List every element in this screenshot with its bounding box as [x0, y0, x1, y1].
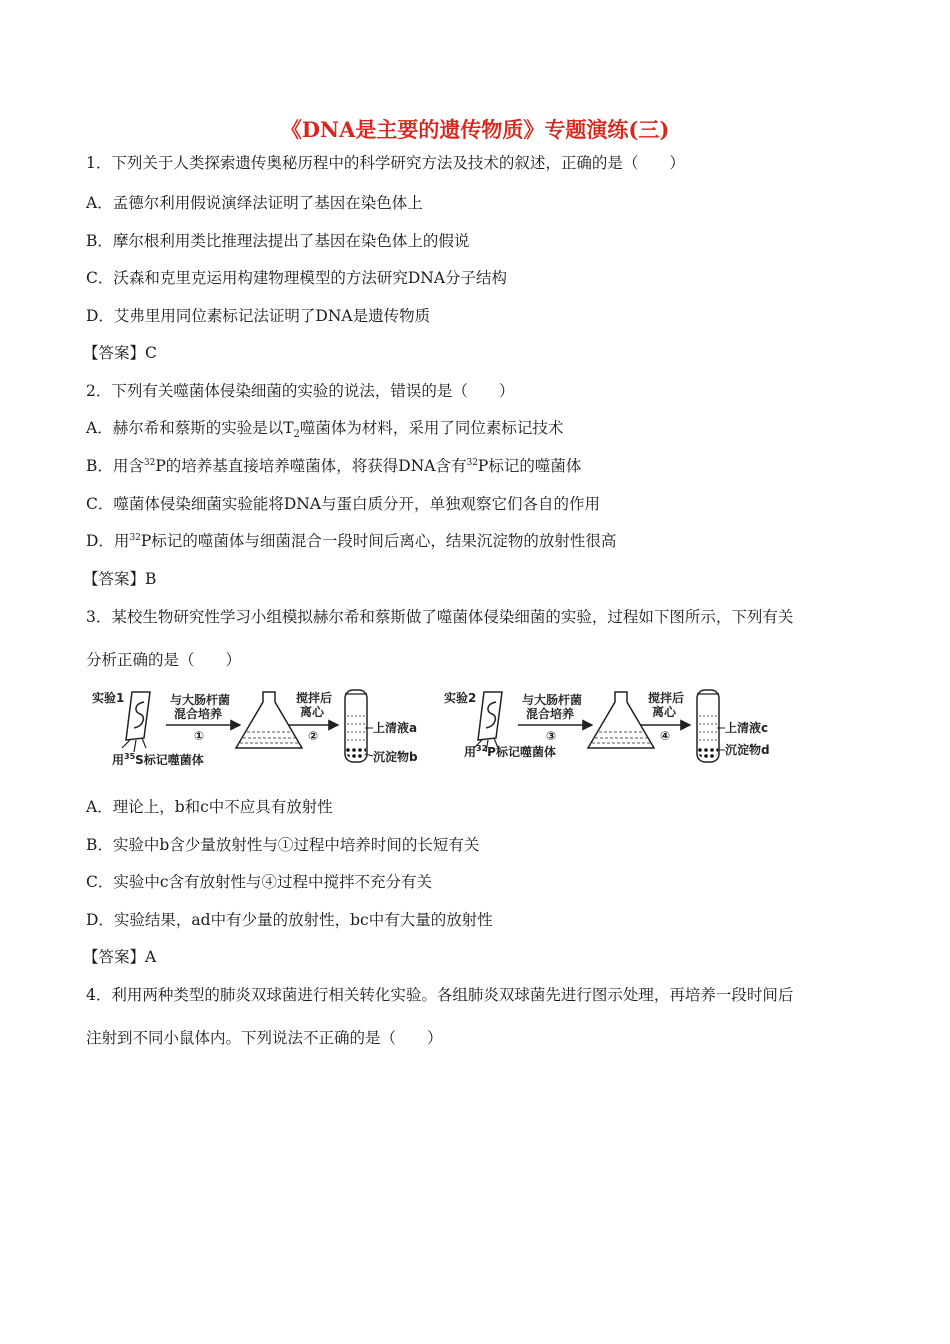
exp2-supernatant-label: 上清液c	[725, 721, 769, 735]
q3-option-d: D．实验结果，ad中有少量的放射性，bc中有大量的放射性	[86, 911, 493, 929]
exp1-pellet-label: 沉淀物b	[373, 750, 418, 764]
test-tube-icon	[345, 690, 367, 762]
q2-answer	[83, 567, 156, 589]
flask-icon	[236, 692, 302, 748]
flask-icon	[588, 692, 654, 748]
q3-stem-line2: 分析正确的是（ ）	[86, 651, 242, 669]
q2-stem: 2．下列有关噬菌体侵染细菌的实验的说法，错误的是（ ）	[86, 382, 515, 400]
q1-option-b: B．摩尔根利用类比推理法提出了基因在染色体上的假说	[86, 232, 470, 250]
answer-value: B	[145, 570, 157, 588]
phage-icon	[474, 692, 502, 752]
answer-label: 【答案】	[83, 570, 146, 588]
exp2-step2: ④	[660, 729, 671, 743]
exp1-arrow1-label2: 混合培养	[174, 707, 223, 721]
exp1-arrow2-label2: 离心	[300, 705, 325, 719]
q3-option-a: A．理论上，b和c中不应具有放射性	[86, 798, 333, 816]
answer-value: C	[145, 344, 157, 362]
q1-option-a: A．孟德尔利用假说演绎法证明了基因在染色体上	[86, 194, 423, 212]
q1-option-d: D．艾弗里用同位素标记法证明了DNA是遗传物质	[86, 307, 431, 325]
q4-stem-line1: 4．利用两种类型的肺炎双球菌进行相关转化实验。各组肺炎双球菌先进行图示处理，再培养一段时间后	[86, 986, 794, 1004]
exp1-supernatant-label: 上清液a	[373, 721, 418, 735]
q2-option-c: C．噬菌体侵染细菌实验能将DNA与蛋白质分开，单独观察它们各自的作用	[86, 495, 601, 513]
phage-experiment-diagram	[88, 688, 808, 770]
exp1-arrow1-label1: 与大肠杆菌	[170, 693, 231, 707]
exp2-step1: ③	[546, 729, 557, 743]
exp2-phage-label: 用$^{32}$P标记噬菌体	[464, 744, 556, 759]
phage-icon	[122, 692, 150, 752]
q3-option-b: B．实验中b含少量放射性与①过程中培养时间的长短有关	[86, 836, 480, 854]
exp2-pellet-label: 沉淀物d	[725, 743, 770, 757]
exp2-arrow1-label1: 与大肠杆菌	[522, 693, 583, 707]
answer-label: 【答案】	[83, 344, 146, 362]
exp1-arrow2-label1: 搅拌后	[296, 691, 333, 705]
exp1-step1: ①	[194, 729, 205, 743]
exp2-arrow1-label2: 混合培养	[526, 707, 575, 721]
q1-stem: 1．下列关于人类探索遗传奥秘历程中的科学研究方法及技术的叙述，正确的是（ ）	[86, 154, 685, 172]
exp2-arrow2-label2: 离心	[652, 705, 677, 719]
q2-option-b: B．用含$^{32}$P的培养基直接培养噬菌体，将获得DNA含有$^{32}$P标记的噬菌体	[86, 457, 582, 475]
answer-label: 【答案】	[83, 948, 146, 966]
q2-option-d: D．用$^{32}$P标记的噬菌体与细菌混合一段时间后离心，结果沉淀物的放射性很高	[86, 532, 617, 550]
exp1-phage-label: 用$^{35}$S标记噬菌体	[112, 752, 204, 767]
page-title: 《DNA是主要的遗传物质》专题演练(三)	[280, 117, 670, 142]
answer-value: A	[145, 948, 157, 966]
q4-stem-line2: 注射到不同小鼠体内。下列说法不正确的是（ ）	[86, 1029, 443, 1047]
test-tube-icon	[697, 690, 719, 762]
q1-answer	[83, 341, 157, 363]
exp2-label: 实验2	[444, 691, 477, 705]
q2-option-a: A．赫尔希和蔡斯的实验是以$T_2$噬菌体为材料，采用了同位素标记技术	[86, 419, 564, 441]
experiment-2	[444, 690, 770, 762]
q1-option-c: C．沃森和克里克运用构建物理模型的方法研究DNA分子结构	[86, 269, 508, 287]
exp1-step2: ②	[308, 729, 319, 743]
exp2-arrow2-label1: 搅拌后	[648, 691, 685, 705]
exp1-label: 实验1	[92, 691, 125, 705]
q3-option-c: C．实验中c含有放射性与④过程中搅拌不充分有关	[86, 873, 433, 891]
experiment-1	[92, 690, 418, 767]
q3-answer	[83, 945, 156, 967]
q3-stem-line1: 3．某校生物研究性学习小组模拟赫尔希和蔡斯做了噬菌体侵染细菌的实验，过程如下图所示，下列有关	[86, 608, 794, 626]
